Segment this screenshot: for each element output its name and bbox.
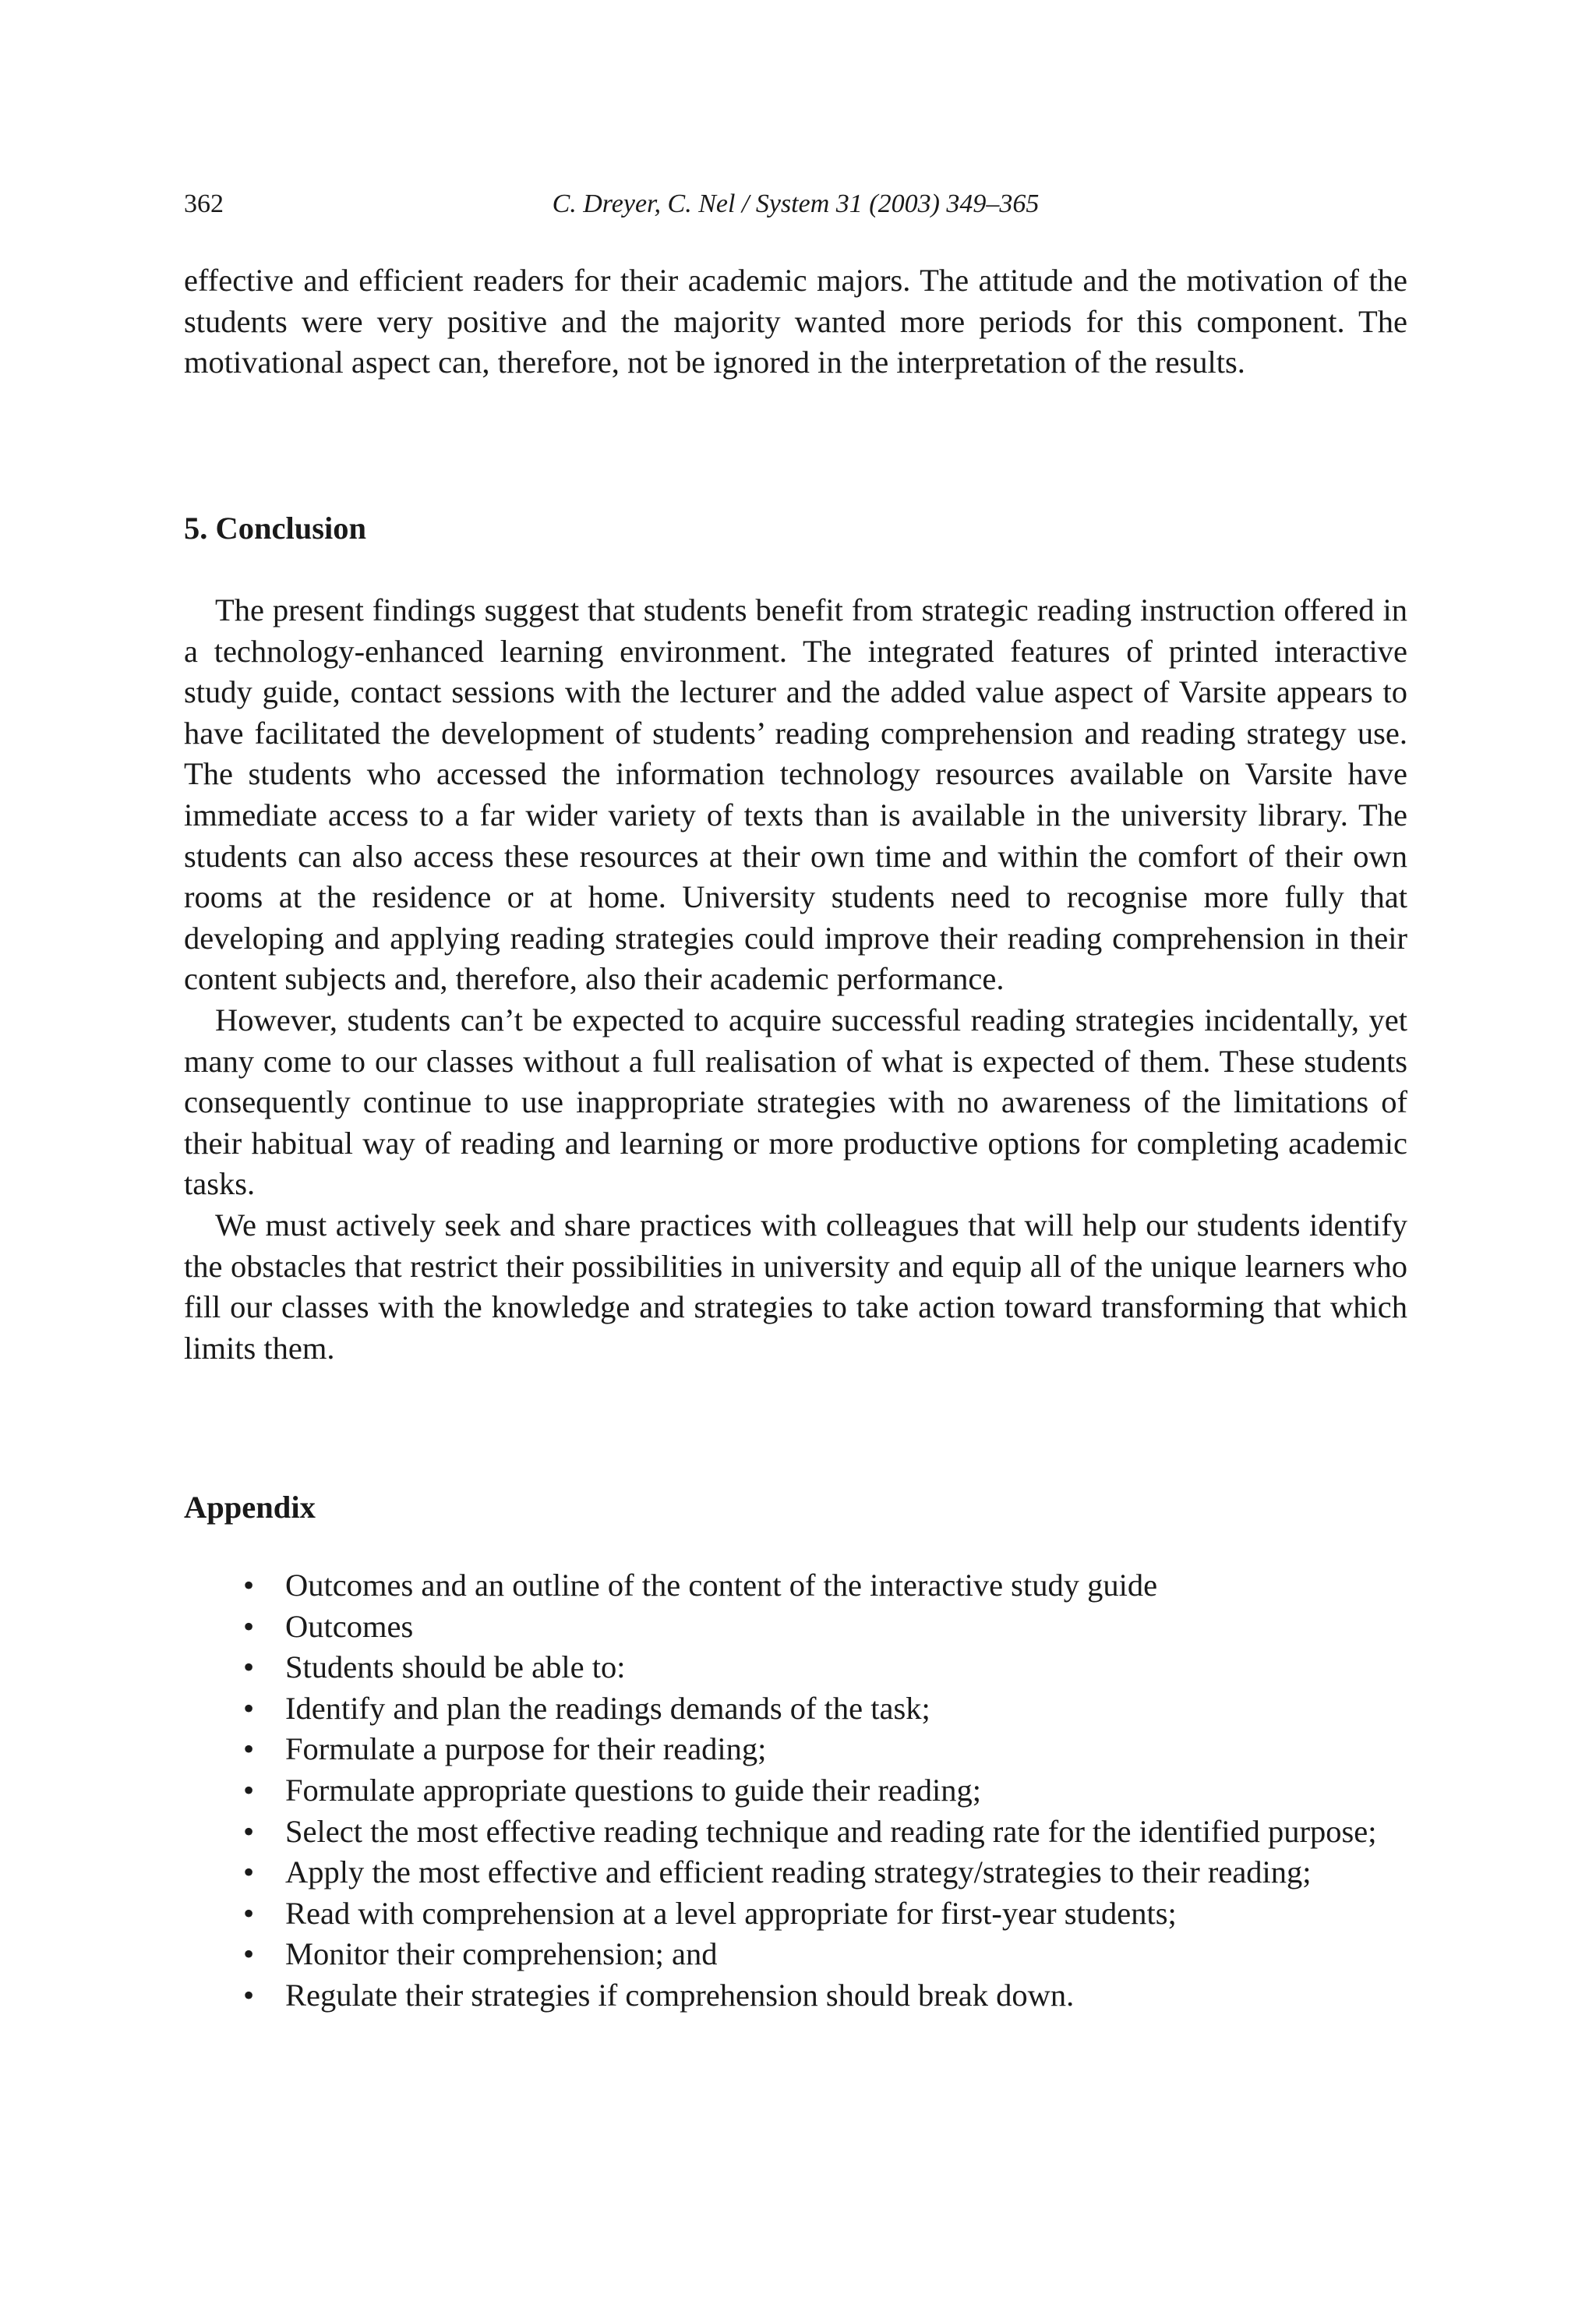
conclusion-paragraph-2: However, students can’t be expected to acquire successful reading strategies incidentally, yet many come to our classes without a full realisation of what is expected of them. These students consequently continue to use inappropriate strategies with no awareness of the limitations of their habitual way of reading and learning or more productive options for completing academic tasks. [184, 1002, 1407, 1202]
appendix-item: • Outcomes and an outline of the content of the interactive study guide [243, 1565, 1407, 1607]
appendix-item: • Identify and plan the readings demands of the task; [243, 1688, 1407, 1730]
bullet-icon: • [243, 1936, 255, 1972]
bullet-icon: • [243, 1854, 255, 1890]
appendix-item: • Select the most effective reading technique and reading rate for the identified purpose; [243, 1812, 1407, 1853]
appendix-heading: Appendix [184, 1490, 316, 1525]
bullet-icon: • [243, 1895, 255, 1931]
bullet-icon: • [243, 1690, 255, 1726]
appendix-item: • Outcomes [243, 1607, 1407, 1648]
bullet-icon: • [243, 1649, 255, 1685]
bullet-icon: • [243, 1731, 255, 1767]
bullet-icon: • [243, 1977, 255, 2013]
appendix-item: • Students should be able to: [243, 1647, 1407, 1688]
appendix-item: • Formulate appropriate questions to guide their reading; [243, 1770, 1407, 1812]
conclusion-body [184, 590, 1407, 1369]
bullet-icon: • [243, 1813, 255, 1849]
running-header [184, 186, 1407, 223]
appendix-item: • Monitor their comprehension; and [243, 1934, 1407, 1975]
intro-paragraph: effective and efficient readers for their academic majors. The attitude and the motivation of the students were very positive and the majority wanted more periods for this component. The motivational aspect can, therefore, not be ignored in the interpretation of the results. [184, 263, 1407, 380]
conclusion-paragraph-1: The present findings suggest that students benefit from strategic reading instruction offered in a technology-enhanced learning environment. The integrated features of printed interactive study guide, contact sessions with the lecturer and the added value aspect of Varsite appears to have facilitated the development of students’ reading comprehension and reading strategy use. The students who accessed the information technology resources available on Varsite have immediate access to a far wider variety of texts than is available in the university library. The students can also access these resources at their own time and within the comfort of their own rooms at the residence or at home. University students need to recognise more fully that developing and applying reading strategies could improve their reading comprehension in their content subjects and, therefore, also their academic performance. [184, 592, 1407, 997]
appendix-item: • Regulate their strategies if comprehension should break down. [243, 1975, 1407, 2017]
appendix-item: • Read with comprehension at a level appropriate for first-year students; [243, 1893, 1407, 1935]
bullet-icon: • [243, 1608, 255, 1644]
intro-paragraph-block [184, 260, 1407, 384]
appendix-item: • Formulate a purpose for their reading; [243, 1729, 1407, 1770]
conclusion-heading: 5. Conclusion [184, 511, 367, 546]
bullet-icon: • [243, 1772, 255, 1808]
conclusion-paragraph-3: We must actively seek and share practices with colleagues that will help our students identify the obstacles that restrict their possibilities in university and equip all of the unique learners who fill our classes with the knowledge and strategies to take action toward transforming that which limits them. [184, 1207, 1407, 1366]
page-number: 362 [184, 189, 224, 218]
appendix-list [243, 1565, 1407, 2017]
journal-citation: C. Dreyer, C. Nel / System 31 (2003) 349–365 [552, 189, 1040, 218]
bullet-icon: • [243, 1568, 255, 1603]
appendix-item: • Apply the most effective and efficient reading strategy/strategies to their reading; [243, 1852, 1407, 1893]
